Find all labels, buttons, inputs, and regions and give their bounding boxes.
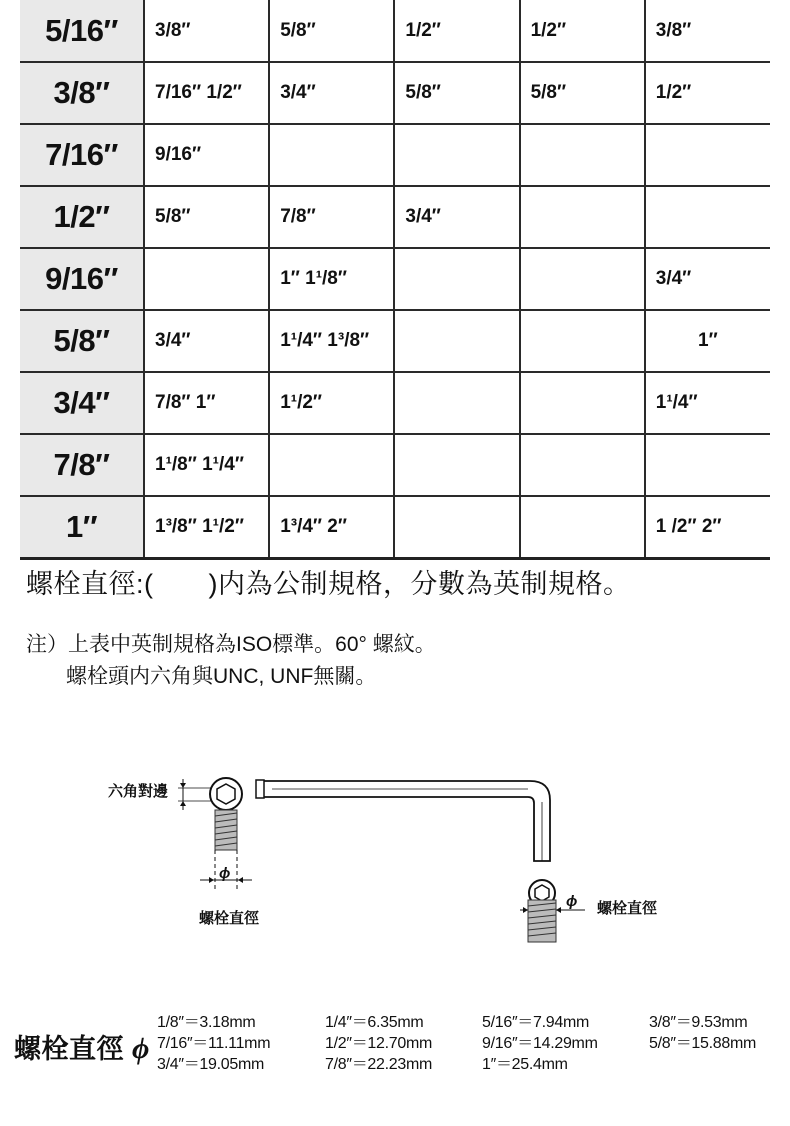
table-cell: 1³/4″ 2″	[269, 496, 394, 559]
table-cell: 3/8″	[645, 0, 770, 62]
hex-key-diagram	[0, 740, 790, 990]
table-row	[20, 124, 770, 186]
table-cell: 7/8″	[269, 186, 394, 248]
table-row	[20, 186, 770, 248]
table-cell	[645, 124, 770, 186]
table-cell: 5/8″	[394, 62, 519, 124]
table-cell	[269, 124, 394, 186]
arrow-head	[238, 877, 243, 883]
table-cell	[144, 248, 269, 310]
table-row	[20, 310, 770, 372]
bolt-size-header: 5/16″	[20, 0, 144, 62]
arrow-head	[523, 907, 528, 913]
arrow-head	[556, 907, 561, 913]
conversion-column-4	[649, 1012, 756, 1054]
table-cell	[269, 434, 394, 496]
arrow-head	[209, 877, 214, 883]
conversion-item: 3/8″＝9.53mm	[649, 1014, 748, 1031]
hex-socket	[217, 784, 235, 804]
table-cell: 1³/8″ 1¹/2″	[144, 496, 269, 559]
table-cell: 7/8″ 1″	[144, 372, 269, 434]
conversion-item: 9/16″＝14.29mm	[482, 1035, 598, 1052]
bolt-size-header: 5/8″	[20, 310, 144, 372]
conversion-column-2	[325, 1012, 432, 1075]
table-cell: 5/8″	[144, 186, 269, 248]
table-cell	[394, 248, 519, 310]
arrow-head	[180, 783, 186, 788]
unc-unf-note: 螺栓頭内六角與UNC, UNF無關。	[66, 665, 377, 688]
table-row	[20, 248, 770, 310]
table-cell: 3/4″	[269, 62, 394, 124]
conversion-column-1	[157, 1012, 270, 1075]
table-row	[20, 434, 770, 496]
bolt-size-header: 1/2″	[20, 186, 144, 248]
conversion-item: 1/2″＝12.70mm	[325, 1035, 433, 1052]
arrow-head	[180, 801, 186, 806]
bolt-size-header: 1″	[20, 496, 144, 559]
table-cell	[394, 310, 519, 372]
table-cell	[520, 496, 645, 559]
table-cell	[394, 434, 519, 496]
conversion-item: 7/8″＝22.23mm	[325, 1056, 433, 1073]
table-cell: 1¹/8″ 1¹/4″	[144, 434, 269, 496]
table-cell: 1¹/4″ 1³/8″	[269, 310, 394, 372]
table-cell: 3/4″	[394, 186, 519, 248]
bolt-size-header: 9/16″	[20, 248, 144, 310]
bolt-size-header: 3/4″	[20, 372, 144, 434]
table-row	[20, 496, 770, 559]
table-cell	[520, 248, 645, 310]
table-cell	[394, 496, 519, 559]
table-cell: 3/8″	[144, 0, 269, 62]
table-cell: 1¹/2″	[269, 372, 394, 434]
size-table-body	[20, 0, 770, 559]
phi-symbol: ϕ	[132, 1032, 150, 1065]
table-cell: 1″ 1¹/8″	[269, 248, 394, 310]
table-cell: 7/16″ 1/2″	[144, 62, 269, 124]
hex-key-tip	[256, 780, 264, 798]
table-cell	[520, 372, 645, 434]
conversion-item: 1/4″＝6.35mm	[325, 1014, 424, 1031]
conversion-item: 5/8″＝15.88mm	[649, 1035, 757, 1052]
table-row	[20, 62, 770, 124]
size-table	[20, 0, 770, 560]
left-bolt-thread	[215, 810, 237, 850]
table-cell: 5/8″	[269, 0, 394, 62]
standard-note: 注）上表中英制規格為ISO標準。60° 螺紋。	[26, 633, 436, 656]
table-cell: 5/8″	[520, 62, 645, 124]
table-cell: 1 /2″ 2″	[645, 496, 770, 559]
table-cell: 3/4″	[645, 248, 770, 310]
phi-symbol: ϕ	[219, 865, 231, 882]
conversion-column-3	[482, 1012, 598, 1075]
table-cell	[645, 434, 770, 496]
conversion-item: 5/16″＝7.94mm	[482, 1014, 590, 1031]
hex-across-flats-label: 六角對邊	[108, 783, 169, 800]
table-cell: 1/2″	[645, 62, 770, 124]
bolt-size-header: 7/8″	[20, 434, 144, 496]
phi-symbol-right: ϕ	[566, 893, 578, 910]
table-cell	[394, 124, 519, 186]
conversion-item: 1/8″＝3.18mm	[157, 1014, 256, 1031]
legend-note: 螺栓直徑:( )内為公制規格，分數為英制規格。	[26, 569, 631, 599]
hex-key	[262, 781, 550, 861]
table-cell	[394, 372, 519, 434]
table-cell: 9/16″	[144, 124, 269, 186]
table-cell: 1¹/4″	[645, 372, 770, 434]
right-bolt-thread	[528, 900, 556, 942]
table-cell: 1/2″	[394, 0, 519, 62]
conversion-title	[14, 1027, 150, 1066]
conversion-item: 7/16″＝11.11mm	[157, 1035, 271, 1052]
conversion-item: 3/4″＝19.05mm	[157, 1056, 265, 1073]
bolt-size-header: 7/16″	[20, 124, 144, 186]
conversion-title-text: 螺栓直徑	[14, 1034, 124, 1064]
table-row	[20, 372, 770, 434]
table-cell	[520, 124, 645, 186]
conversion-item: 1″＝25.4mm	[482, 1056, 568, 1073]
table-cell: 1/2″	[520, 0, 645, 62]
table-cell	[645, 186, 770, 248]
hex-socket	[535, 885, 549, 901]
table-cell	[520, 186, 645, 248]
bolt-diameter-label: 螺栓直徑	[199, 910, 260, 927]
table-row	[20, 0, 770, 62]
table-cell: 3/4″	[144, 310, 269, 372]
table-cell: 1″	[645, 310, 770, 372]
table-cell	[520, 434, 645, 496]
bolt-diameter-label-right: 螺栓直徑	[597, 900, 658, 917]
table-cell	[520, 310, 645, 372]
bolt-size-header: 3/8″	[20, 62, 144, 124]
